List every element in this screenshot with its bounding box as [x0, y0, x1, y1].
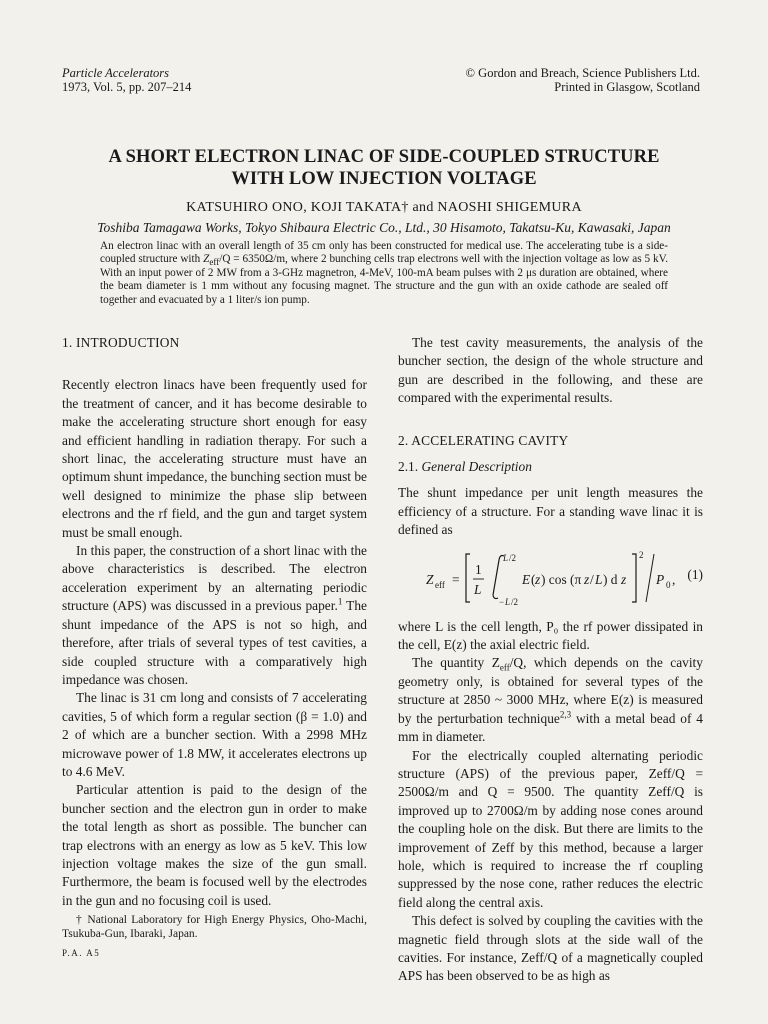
intro-paragraph-1: Recently electron linacs have been frequently used for the treatment of cancer, and it has become desirable to make the accelerating structure short enough for easy and efficient handling in radiation therapy. For such a short linac, the accelerating structure must have an optimum shunt impedance, the bunching section must be well designed to minimize the phase slip between electrons and the rf field, and the gun and target system must be small enough.: [62, 377, 367, 540]
equation-number: (1): [687, 566, 703, 582]
footnote: [62, 913, 367, 942]
right-p3-sub: eff: [499, 663, 510, 674]
reference-2-3: 2,3: [559, 709, 572, 720]
right-paragraph-3: [398, 654, 703, 746]
svg-text:) cos (π: ) cos (π: [541, 571, 582, 587]
reference-1: 1: [337, 596, 343, 607]
svg-text:/2: /2: [509, 552, 517, 563]
page-stamp: P.A. A5: [62, 948, 101, 958]
right-paragraph-4: For the electrically coupled alternating periodic structure (APS) of the previous paper, Zeff/Q = 2500Ω/m and Q = 9500. The quantity Zeff/Q is improved up to 2700Ω/m by adding nose cones around the coupling hole on the disk. But there are limits to the improvement of Zeff by this method, because a larger hole, which is required to increase the rf coupling suppressed by the nose cone, rather reduces the electric field along the central axis.: [398, 747, 703, 910]
abstract-part-1: An electron linac with an overall length of 35 cm only has been constructed for medical use. The accelerating tube is a side-coupled structure with: [100, 240, 668, 266]
svg-text:L: L: [474, 581, 482, 597]
svg-text:z: z: [621, 571, 627, 587]
publisher-header: [466, 66, 700, 94]
affiliation: Toshiba Tamagawa Works, Tokyo Shibaura Electric Co., Ltd., 30 Hisamoto, Takatsu-Ku, Kawasaki, Japan: [97, 220, 671, 235]
abstract-zeff-sub: eff: [209, 257, 220, 268]
abstract: [100, 240, 668, 307]
journal-header: [62, 66, 191, 94]
subsection-2-1-heading: [398, 458, 703, 476]
equation-1: [398, 544, 703, 614]
printed-location: Printed in Glasgow, Scotland: [554, 80, 700, 94]
equation-formula: [398, 544, 668, 614]
svg-text:z: z: [584, 571, 590, 587]
equation-p0-sub: [666, 544, 686, 614]
right-paragraph-0: The test cavity measurements, the analysis of the buncher section, the design of the whole structure and gun are described in the following, and these are compared with the experimental results.: [398, 335, 703, 406]
section-1-heading: 1. INTRODUCTION: [62, 335, 180, 350]
right-column: [398, 334, 703, 986]
svg-text:0: 0: [666, 579, 671, 590]
footnote-text: † National Laboratory for High Energy Physics, Oho-Machi, Tsukuba-Gun, Ibaraki, Japan.: [62, 914, 367, 941]
svg-text:2: 2: [639, 549, 644, 560]
title-line-2: WITH LOW INJECTION VOLTAGE: [231, 169, 537, 189]
intro-paragraph-4: Particular attention is paid to the design of the buncher section and the electron gun in order to make the total length as short as possible. The buncher can trap electrons with an energy as low as 5 keV. This low injection voltage makes the size of the gun small. Furthermore, the beam is focused well by the electrodes in the gun and no focusing coil is used.: [62, 782, 367, 908]
authors: KATSUHIRO ONO, KOJI TAKATA† and NAOSHI SHIGEMURA: [186, 200, 582, 215]
right-p3-text-c: with a metal bead of 4 mm in diameter.: [398, 710, 703, 745]
svg-text:,: ,: [672, 571, 676, 587]
subsection-title: General Description: [421, 459, 532, 475]
svg-text:L: L: [503, 552, 509, 563]
svg-text:L: L: [505, 596, 511, 607]
subsection-number: 2.1.: [398, 459, 419, 475]
svg-text:(: (: [531, 571, 536, 587]
svg-text:1: 1: [475, 561, 482, 577]
right-p3-text-a: The quantity Z: [412, 655, 500, 671]
svg-text:L: L: [595, 571, 603, 587]
intro-p2-text-b: The shunt impedance of the APS is not so high, and therefore, after trials of several types of test cavities, a side coupled structure with a comparatively high impedance was chosen.: [62, 598, 367, 687]
right-paragraph-1: The shunt impedance per unit length measures the efficiency of a structure. For a standing wave linac it is defined as: [398, 485, 703, 538]
title-line-1: A SHORT ELECTRON LINAC OF SIDE-COUPLED STRUCTURE: [108, 147, 660, 167]
intro-p2-text-a: In this paper, the construction of a short linac with the above characteristics is described. The electron acceleration experiment by an alternating periodic structure (APS) was discussed in a previous paper.: [62, 543, 367, 614]
svg-text:E: E: [522, 571, 531, 587]
right-p3-text-b: /Q, which depends on the cavity geometry only, is obtained for several types of the structure at 2850 ~ 3000 MHz, where E(z) is measured by the perturbation technique: [398, 655, 703, 726]
svg-text:/: /: [590, 571, 594, 587]
abstract-zeff: Z: [203, 253, 210, 266]
paper-title: [60, 146, 708, 190]
section-2-heading: 2. ACCELERATING CAVITY: [398, 432, 569, 448]
left-column: [62, 334, 367, 910]
right-paragraph-2: where L is the cell length, P₀ the rf power dissipated in the cell, E(z) the axial electric field.: [398, 618, 703, 653]
publisher-copyright: © Gordon and Breach, Science Publishers Ltd.: [465, 66, 700, 80]
svg-text:=: =: [452, 571, 460, 587]
journal-name: Particle Accelerators: [62, 66, 170, 80]
svg-text:Z: Z: [426, 571, 434, 587]
svg-text:z: z: [535, 571, 541, 587]
svg-text:eff: eff: [435, 579, 445, 590]
intro-paragraph-2: [62, 542, 367, 689]
svg-text:/2: /2: [511, 596, 519, 607]
svg-text:) d: ) d: [603, 571, 618, 587]
right-paragraph-5: This defect is solved by coupling the cavities with the magnetic field through slots at the side wall of the cavities. For instance, Zeff/Q of a magnetically coupled APS has been observed to be as high as: [398, 913, 703, 984]
svg-text:P: P: [656, 571, 665, 587]
svg-text:−: −: [499, 596, 505, 607]
abstract-part-2: /Q = 6350Ω/m, where 2 bunching cells trap electrons well with the injection voltage as low as 5 kV. With an input power of 2 MW from a 3-GHz magnetron, 4-MeV, 100-mA beam pulses with 2 μs duration are obtained, where the beam diameter is 1 mm without any focusing magnet. The structure and the gun with an oxide cathode are sealed off together and evacuated by a 1 liter/s ion pump.: [100, 253, 668, 306]
intro-paragraph-3: The linac is 31 cm long and consists of 7 accelerating cavities, 5 of which form a regular section (β = 1.0) and 2 of which are a buncher section. With a 2998 MHz microwave power of 1.8 MW, it accelerates electrons up to 4.6 MeV.: [62, 690, 367, 779]
journal-volume: 1973, Vol. 5, pp. 207–214: [62, 80, 192, 94]
